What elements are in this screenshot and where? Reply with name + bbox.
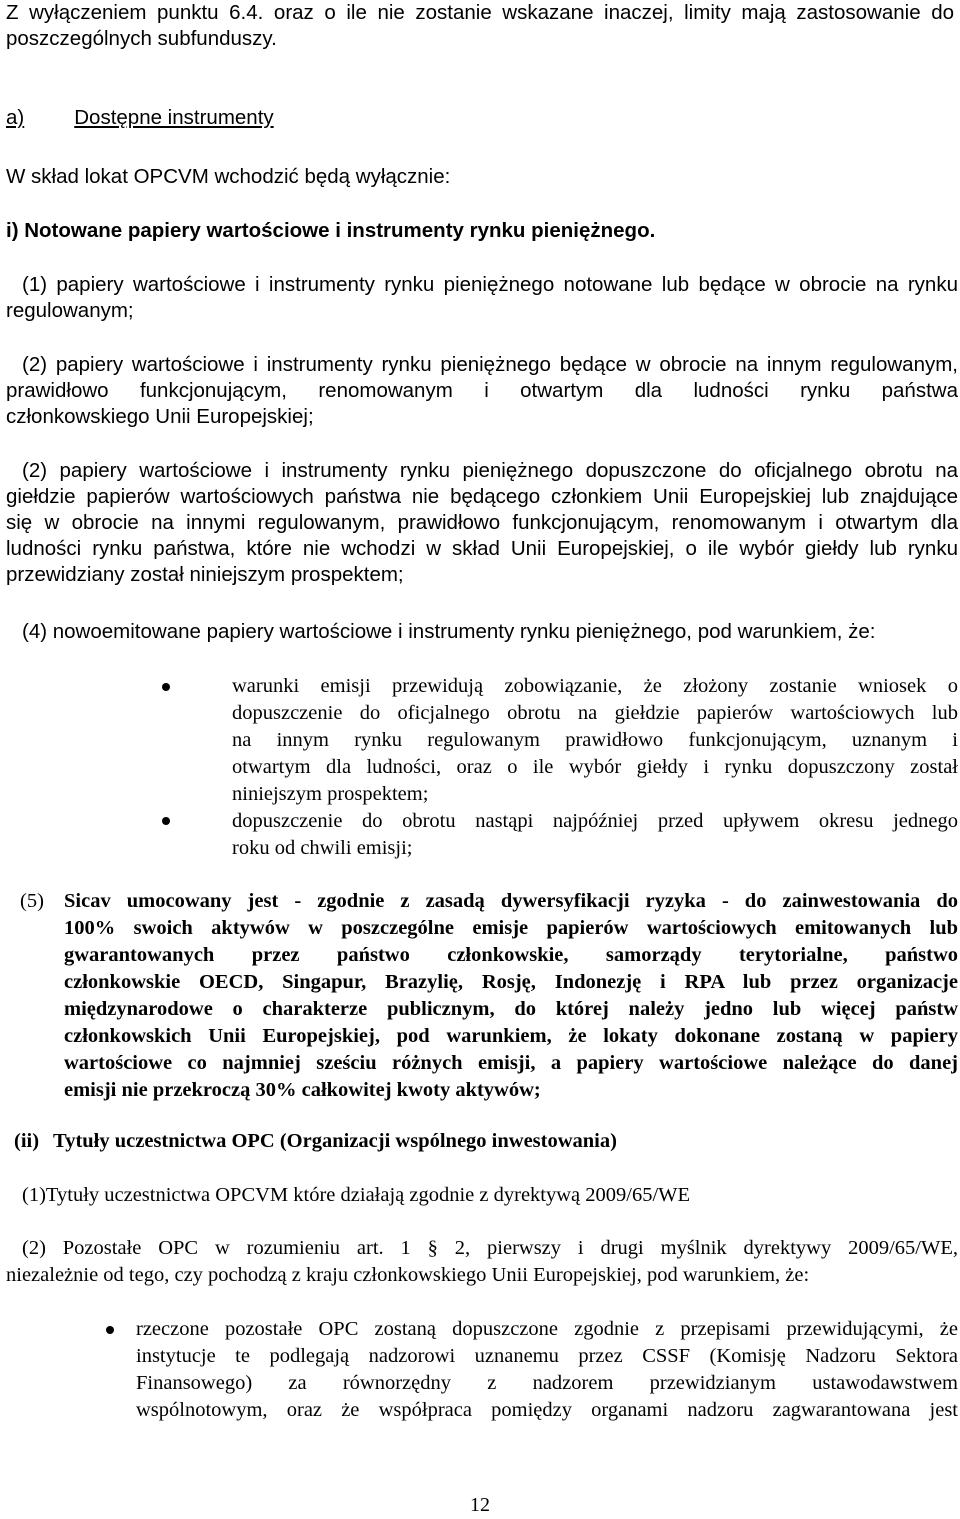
- b3-line-4: wspólnotowym, oraz że współpraca pomiędzy organami nadzoru zagwarantowana jest: [136, 1399, 958, 1421]
- p2-line-1: (2) papiery wartościowe i instrumenty rynku pieniężnego będące w obrocie na innym regulowanym,: [22, 353, 958, 376]
- p5-line-1: Sicav umocowany jest - zgodnie z zasadą dywersyfikacji ryzyka - do zainwestowania do: [64, 890, 958, 912]
- ii-item-1: (1)Tytuły uczestnictwa OPCVM które działają zgodnie z dyrektywą 2009/65/WE: [22, 1184, 691, 1206]
- b2-line-1: dopuszczenie do obrotu nastąpi najpóźniej przed upływem okresu jednego: [232, 810, 958, 832]
- bullet-icon: [106, 1326, 114, 1334]
- heading-ii-marker: (ii): [14, 1130, 40, 1152]
- p1-line-2: regulowanym;: [6, 299, 134, 322]
- b2-line-2: roku od chwili emisji;: [232, 837, 413, 859]
- intro-line-2: poszczególnych subfunduszy.: [6, 27, 277, 50]
- p2-line-3: członkowskiego Unii Europejskiej;: [6, 405, 314, 428]
- p4-text: (4) nowoemitowane papiery wartościowe i instrumenty rynku pieniężnego, pod warunkiem, że:: [22, 620, 876, 643]
- p3-line-5: przewidziany został niniejszym prospektem;: [6, 563, 404, 586]
- p3-line-4: ludności rynku państwa, które nie wchodzi w skład Unii Europejskiej, o ile wybór giełdy lub rynku: [6, 537, 958, 560]
- bullet-icon: [162, 817, 170, 825]
- bullet-icon: [162, 683, 170, 691]
- p5-line-7: wartościowe co najmniej sześciu różnych emisji, a papiery wartościowe należące do danej: [64, 1052, 958, 1074]
- page-number: 12: [470, 1494, 490, 1516]
- p2-line-2: prawidłowo funkcjonującym, renomowanym i otwartym dla ludności rynku państwa: [6, 379, 958, 402]
- p3-line-1: (2) papiery wartościowe i instrumenty rynku pieniężnego dopuszczone do oficjalnego obrotu na: [22, 459, 958, 482]
- b1-line-5: niniejszym prospektem;: [232, 783, 429, 805]
- b3-line-2: instytucje te podlegają nadzorowi uznanemu przez CSSF (Komisję Nadzoru Sektora: [136, 1345, 958, 1367]
- b1-line-4: otwartym dla ludności, oraz o ile wybór giełdy i rynku dopuszczony został: [232, 756, 958, 778]
- p5-line-4: członkowskie OECD, Singapur, Brazylię, Rosję, Indonezję i RPA lub przez organizacje: [64, 971, 958, 993]
- section-a-marker: a): [6, 106, 25, 129]
- ii-item-2-line-1: (2) Pozostałe OPC w rozumieniu art. 1 § 2, pierwszy i drugi myślnik dyrektywy 2009/65/WE,: [22, 1237, 958, 1259]
- b1-line-1: warunki emisji przewidują zobowiązanie, że złożony zostanie wniosek o: [232, 675, 958, 697]
- heading-i: i) Notowane papiery wartościowe i instrumenty rynku pieniężnego.: [6, 219, 656, 242]
- p5-line-2: 100% swoich aktywów w poszczególne emisje papierów wartościowych emitowanych lub: [64, 917, 958, 939]
- p5-line-3: gwarantowanych przez państwo członkowskie, samorządy terytorialne, państwo: [64, 944, 958, 966]
- lead-text: W skład lokat OPCVM wchodzić będą wyłącznie:: [6, 165, 451, 188]
- section-a-heading: [6, 105, 274, 131]
- p1-line-1: (1) papiery wartościowe i instrumenty rynku pieniężnego notowane lub będące w obrocie na rynku: [22, 273, 958, 296]
- p5-line-5: międzynarodowe o charakterze publicznym, do której należy jedno lub więcej państw: [64, 998, 958, 1020]
- p3-line-3: się w obrocie na innymi regulowanym, prawidłowo funkcjonującym, renomowanym i otwartym dla: [6, 511, 958, 534]
- heading-ii: [14, 1128, 617, 1155]
- p3-line-2: giełdzie papierów wartościowych państwa nie będącego członkiem Unii Europejskiej lub znajdujące: [6, 485, 958, 508]
- p5-marker: (5): [20, 890, 44, 912]
- p5-line-6: członkowskich Unii Europejskiej, pod warunkiem, że lokaty dokonane zostaną w papiery: [64, 1025, 958, 1047]
- p5-line-8: emisji nie przekroczą 30% całkowitej kwoty aktywów;: [64, 1079, 541, 1101]
- ii-item-2-line-2: niezależnie od tego, czy pochodzą z kraju członkowskiego Unii Europejskiej, pod warunkiem, że:: [6, 1264, 810, 1286]
- b1-line-3: na innym rynku regulowanym prawidłowo funkcjonującym, uznanym i: [232, 729, 958, 751]
- intro-line-1: Z wyłączeniem punktu 6.4. oraz o ile nie zostanie wskazane inaczej, limity mają zastosowanie do: [6, 1, 954, 24]
- b3-line-1: rzeczone pozostałe OPC zostaną dopuszczone zgodnie z przepisami przewidującymi, że: [136, 1318, 958, 1340]
- b1-line-2: dopuszczenie do oficjalnego obrotu na giełdzie papierów wartościowych lub: [232, 702, 958, 724]
- b3-line-3: Finansowego) za równorzędny z nadzorem przewidzianym ustawodawstwem: [136, 1372, 958, 1394]
- heading-ii-title: Tytuły uczestnictwa OPC (Organizacji wspólnego inwestowania): [53, 1130, 617, 1152]
- section-a-title: Dostępne instrumenty: [74, 106, 274, 129]
